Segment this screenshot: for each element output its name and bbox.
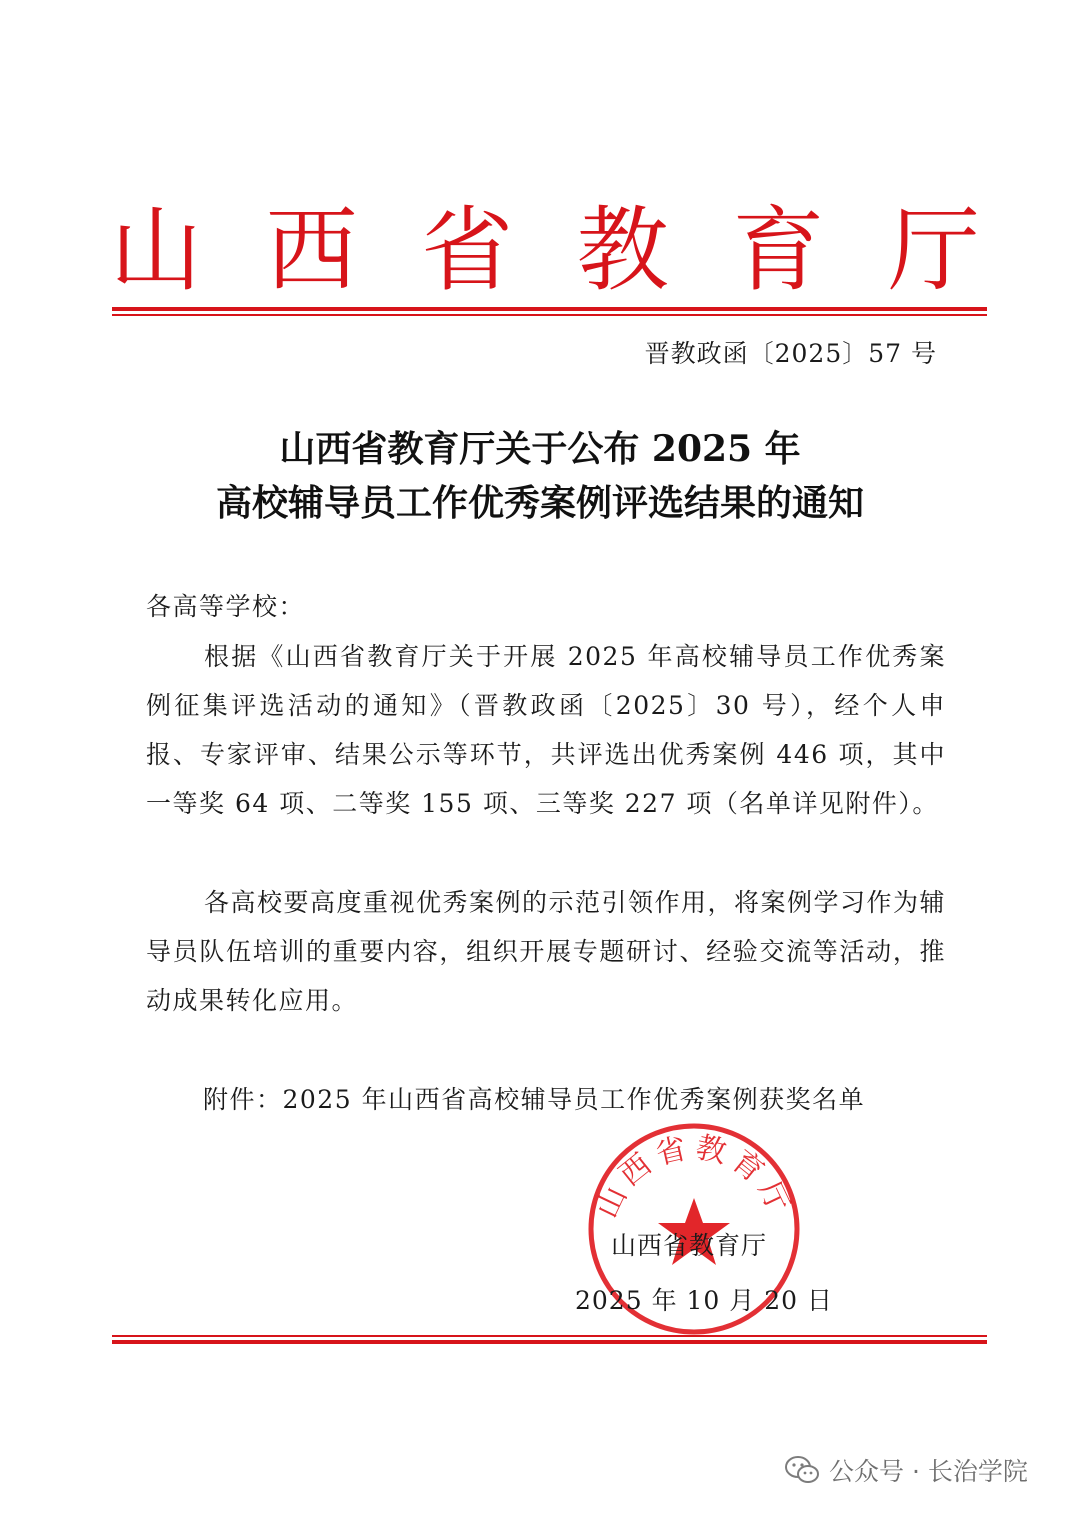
divider-thick-line [112,307,987,311]
body-paragraph-1: 根据《山西省教育厅关于开展 2025 年高校辅导员工作优秀案例征集评选活动的通知》（晋教政函〔2025〕30 号），经个人申报、专家评审、结果公示等环节，共评选出优秀案例 446 项，其中一等奖 64 项、二等奖 155 项、三等奖 227 项（名单详见附件）。 [146,642,946,818]
document-number: 晋教政函〔2025〕57 号 [644,339,937,368]
divider-thin-line [112,314,987,316]
notice-title [100,422,980,530]
header-char: 教 [576,197,669,304]
signature-date: 2025 年 10 月 20 日 [575,1286,833,1315]
header-char: 育 [732,197,825,304]
watermark-text: 公众号 · 长治学院 [829,1457,1028,1486]
salutation: 各高等学校： [146,592,306,621]
issuer-header [110,196,980,306]
title-line-1: 山西省教育厅关于公布 2025 年 [279,428,801,470]
footer-divider [112,1335,987,1344]
header-char: 西 [265,197,358,304]
source-watermark [785,1452,1028,1488]
header-char: 山 [110,197,203,304]
header-char: 省 [421,197,514,304]
signature-issuer: 山西省教育厅 [611,1231,768,1260]
body-paragraph-2: 各高校要高度重视优秀案例的示范引领作用，将案例学习作为辅导员队伍培训的重要内容，组织开展专题研讨、经验交流等活动，推动成果转化应用。 [146,888,947,1015]
divider-thin-line [112,1335,987,1337]
header-divider [112,307,987,316]
wechat-icon [785,1455,819,1485]
divider-thick-line [112,1340,987,1344]
header-char: 厅 [887,197,980,304]
title-line-2: 高校辅导员工作优秀案例评选结果的通知 [215,482,864,524]
attachment-note: 附件：2025 年山西省高校辅导员工作优秀案例获奖名单 [203,1085,866,1114]
seal-text: 山西省教育厅 [589,1129,799,1224]
